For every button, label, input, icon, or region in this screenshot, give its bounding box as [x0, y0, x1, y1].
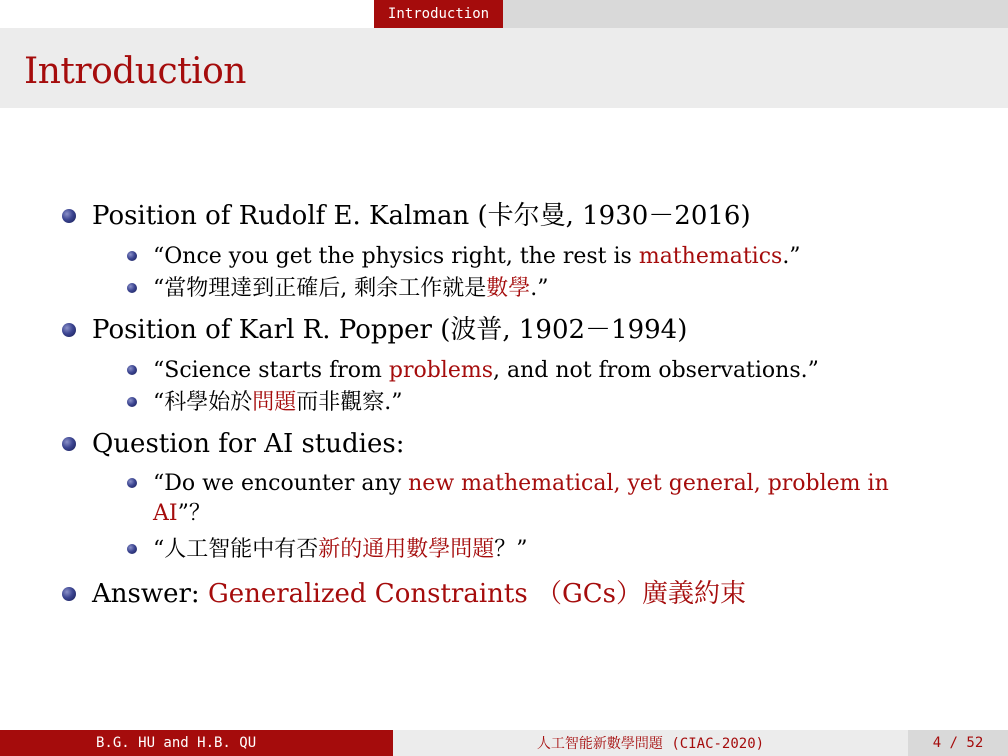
- bullet-icon: [127, 283, 137, 293]
- sub-item-text: “人工智能中有否新的通用數學問題？”: [153, 537, 528, 562]
- footer-authors: B.G. HU and H.B. QU: [0, 730, 393, 756]
- footer-page-number: 4 / 52: [908, 730, 1008, 756]
- sub-item-text: “Once you get the physics right, the rest is mathematics.”: [153, 244, 801, 269]
- sub-item-text: “科學始於問題而非觀察.”: [153, 390, 403, 415]
- item-text: Position of Rudolf E. Kalman (卡尔曼, 1930－2016): [92, 201, 751, 231]
- list-item-question: [62, 428, 404, 460]
- sub-item: [127, 469, 953, 529]
- bullet-icon: [127, 478, 137, 488]
- bullet-icon: [62, 437, 76, 451]
- footer-bar: [0, 730, 1008, 756]
- footer-talk-title: 人工智能新數學問題 (CIAC-2020): [393, 730, 908, 756]
- sub-item-text: “當物理達到正確后, 剩余工作就是數學.”: [153, 276, 549, 301]
- sub-item: [127, 242, 801, 272]
- slide-content: [0, 108, 1008, 730]
- bullet-icon: [127, 397, 137, 407]
- bullet-icon: [127, 365, 137, 375]
- item-text: Position of Karl R. Popper (波普, 1902－1994): [92, 315, 688, 345]
- sub-item: [127, 388, 403, 418]
- bullet-icon: [127, 251, 137, 261]
- bullet-icon: [127, 544, 137, 554]
- sub-item-text: “Science starts from problems, and not from observations.”: [153, 358, 819, 383]
- nav-bar-right: [503, 0, 1008, 28]
- list-item-popper: [62, 314, 687, 346]
- sub-item: [127, 274, 549, 304]
- sub-item-text: “Do we encounter any new mathematical, yet general, problem in AI”？: [153, 471, 889, 526]
- sub-item: [127, 356, 819, 386]
- item-text: Question for AI studies:: [92, 429, 405, 459]
- nav-bar: [0, 0, 1008, 28]
- bullet-icon: [62, 587, 76, 601]
- nav-section-introduction[interactable]: Introduction: [374, 0, 503, 28]
- sub-item: [127, 535, 528, 565]
- list-item-kalman: [62, 200, 751, 232]
- bullet-icon: [62, 323, 76, 337]
- page-title: Introduction: [24, 51, 246, 92]
- nav-bar-left: [0, 0, 374, 28]
- list-item-answer: [62, 578, 746, 610]
- bullet-icon: [62, 209, 76, 223]
- frame-title-bar: [0, 28, 1008, 108]
- item-text: Answer: Generalized Constraints （GCs）廣義約束: [92, 579, 746, 609]
